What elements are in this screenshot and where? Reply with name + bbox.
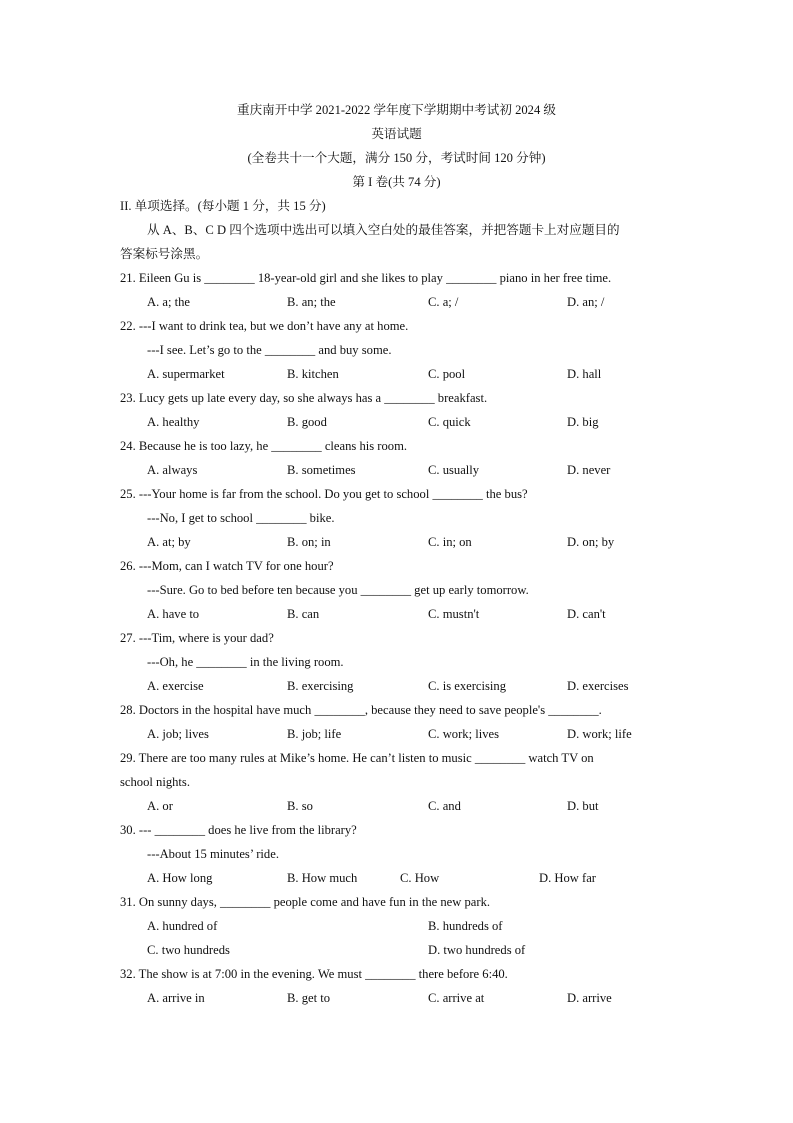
volume-title: 第 I 卷(共 74 分) <box>352 175 441 189</box>
option-a: A. job; lives <box>147 727 209 741</box>
option-d: D. two hundreds of <box>428 943 526 957</box>
question-stem: 23. Lucy gets up late every day, so she always has a ________ breakfast. <box>120 391 488 405</box>
option-a: A. always <box>147 463 198 477</box>
question-stem: 21. Eileen Gu is ________ 18-year-old girl and she likes to play ________ piano in her free time. <box>120 271 612 285</box>
question-stem: 24. Because he is too lazy, he ________ cleans his room. <box>120 439 408 453</box>
option-c: C. How <box>400 871 440 885</box>
option-c: C. usually <box>428 463 480 477</box>
section-instruction-cont: 答案标号涂黑。 <box>120 247 209 261</box>
option-b: B. exercising <box>287 679 354 693</box>
question-stem: 26. ---Mom, can I watch TV for one hour? <box>120 559 334 573</box>
option-b: B. can <box>287 607 320 621</box>
option-c: C. arrive at <box>428 991 485 1005</box>
question-stem: 25. ---Your home is far from the school. Do you get to school ________ the bus? <box>120 487 528 501</box>
option-c: C. mustn't <box>428 607 480 621</box>
option-a: A. supermarket <box>147 367 225 381</box>
question-stem: 29. There are too many rules at Mike’s home. He can’t listen to music ________ watch TV on <box>120 751 594 765</box>
option-d: D. never <box>567 463 611 477</box>
option-c: C. pool <box>428 367 466 381</box>
option-d: D. but <box>567 799 599 813</box>
option-a: A. a; the <box>147 295 191 309</box>
option-c: C. a; / <box>428 295 459 309</box>
option-a: A. hundred of <box>147 919 218 933</box>
option-d: D. work; life <box>567 727 632 741</box>
exam-title: 重庆南开中学 2021-2022 学年度下学期期中考试初 2024 级 <box>236 103 557 117</box>
option-d: D. hall <box>567 367 602 381</box>
exam-info: (全卷共十一个大题，满分 150 分，考试时间 120 分钟) <box>247 151 546 165</box>
option-a: A. exercise <box>147 679 204 693</box>
option-b: B. on; in <box>287 535 331 549</box>
option-c: C. two hundreds <box>147 943 230 957</box>
option-d: D. arrive <box>567 991 612 1005</box>
option-c: C. in; on <box>428 535 472 549</box>
question-stem: 31. On sunny days, ________ people come and have fun in the new park. <box>120 895 491 909</box>
option-c: C. and <box>428 799 461 813</box>
option-b: B. an; the <box>287 295 336 309</box>
option-d: D. an; / <box>567 295 605 309</box>
option-a: A. How long <box>147 871 213 885</box>
option-a: A. have to <box>147 607 200 621</box>
option-c: C. work; lives <box>428 727 500 741</box>
question-stem: 30. --- ________ does he live from the library? <box>120 823 357 837</box>
option-b: B. hundreds of <box>428 919 503 933</box>
section-heading: II. 单项选择。(每小题 1 分，共 15 分) <box>120 199 326 213</box>
question-stem: 32. The show is at 7:00 in the evening. We must ________ there before 6:40. <box>120 967 508 981</box>
option-c: C. quick <box>428 415 471 429</box>
option-b: B. job; life <box>287 727 342 741</box>
option-b: B. good <box>287 415 327 429</box>
section-instruction: 从 A、B、C D 四个选项中选出可以填入空白处的最佳答案，并把答题卡上对应题目的 <box>147 223 620 237</box>
option-d: D. on; by <box>567 535 615 549</box>
question-stem: 27. ---Tim, where is your dad? <box>120 631 274 645</box>
option-a: A. arrive in <box>147 991 205 1005</box>
option-b: B. kitchen <box>287 367 339 381</box>
subject-title: 英语试题 <box>371 127 422 141</box>
question-stem-line2: ---No, I get to school ________ bike. <box>147 511 335 525</box>
option-a: A. at; by <box>147 535 191 549</box>
option-d: D. How far <box>539 871 597 885</box>
option-c: C. is exercising <box>428 679 506 693</box>
question-stem-line2: ---Sure. Go to bed before ten because you ________ get up early tomorrow. <box>147 583 529 597</box>
option-a: A. healthy <box>147 415 200 429</box>
question-stem-line2: school nights. <box>120 775 190 789</box>
question-stem-line2: ---About 15 minutes’ ride. <box>147 847 279 861</box>
question-stem: 22. ---I want to drink tea, but we don’t have any at home. <box>120 319 409 333</box>
option-b: B. so <box>287 799 313 813</box>
option-d: D. exercises <box>567 679 629 693</box>
option-b: B. get to <box>287 991 331 1005</box>
question-stem: 28. Doctors in the hospital have much ________, because they need to save people's ________. <box>120 703 602 717</box>
option-d: D. can't <box>567 607 606 621</box>
option-d: D. big <box>567 415 599 429</box>
question-stem-line2: ---Oh, he ________ in the living room. <box>147 655 344 669</box>
question-stem-line2: ---I see. Let’s go to the ________ and buy some. <box>147 343 392 357</box>
option-a: A. or <box>147 799 173 813</box>
option-b: B. How much <box>287 871 358 885</box>
option-b: B. sometimes <box>287 463 356 477</box>
